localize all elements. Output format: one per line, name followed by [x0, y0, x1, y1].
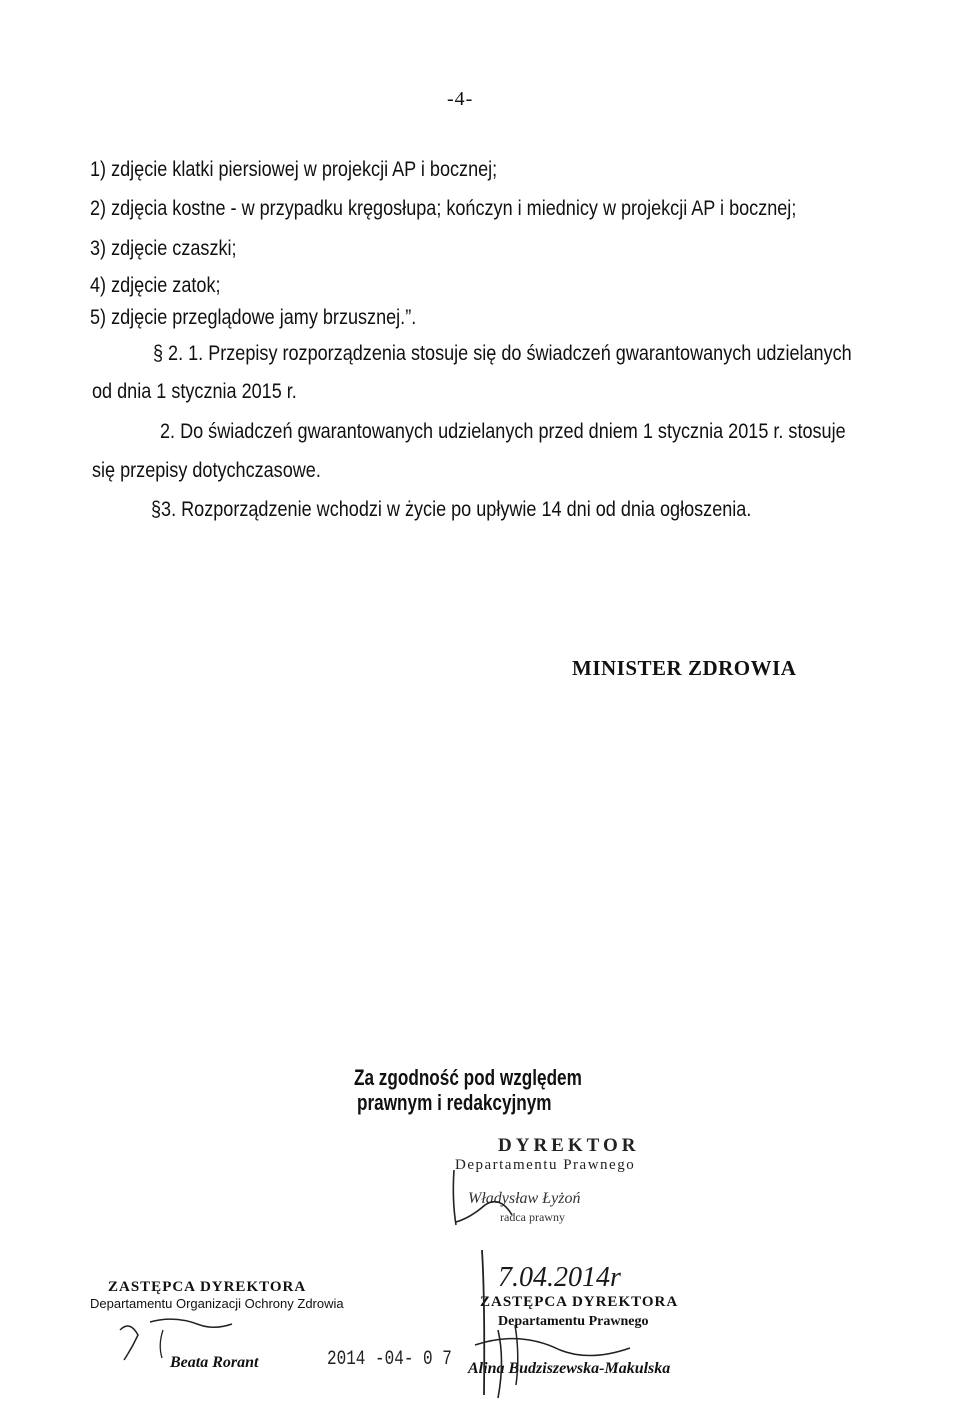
- list-item-2: 2) zdjęcia kostne - w przypadku kręgosłupa; kończyn i miednicy w projekcji AP i bocznej;: [90, 197, 797, 220]
- director-stamp-title: DYREKTOR: [498, 1135, 640, 1156]
- list-item-5: 5) zdjęcie przeglądowe jamy brzusznej.”.: [90, 306, 417, 329]
- minister-title: MINISTER ZDROWIA: [572, 656, 797, 680]
- right-signature-department: Departamentu Prawnego: [498, 1314, 649, 1329]
- right-signature-name: Alina Budziszewska-Makulska: [468, 1360, 671, 1377]
- left-signature-department: Departamentu Organizacji Ochrony Zdrowia: [90, 1296, 344, 1311]
- paragraph-2-2-line1: 2. Do świadczeń gwarantowanych udzielanych przed dniem 1 stycznia 2015 r. stosuje: [160, 420, 846, 443]
- paragraph-3: §3. Rozporządzenie wchodzi w życie po upływie 14 dni od dnia ogłoszenia.: [151, 498, 752, 521]
- paragraph-2-1-line1: § 2. 1. Przepisy rozporządzenia stosuje się do świadczeń gwarantowanych udzielanych: [153, 342, 852, 365]
- left-signature-name: Beata Rorant: [170, 1354, 259, 1371]
- page-number: -4-: [447, 88, 474, 110]
- right-signature-title: ZASTĘPCA DYREKTORA: [480, 1294, 679, 1310]
- left-signature-title: ZASTĘPCA DYREKTORA: [108, 1279, 307, 1295]
- conformity-stamp-line2: prawnym i redakcyjnym: [357, 1090, 552, 1115]
- list-item-4: 4) zdjęcie zatok;: [90, 274, 221, 297]
- conformity-stamp-line1: Za zgodność pod względem: [354, 1065, 582, 1090]
- director-stamp-department: Departamentu Prawnego: [455, 1157, 636, 1173]
- list-item-3: 3) zdjęcie czaszki;: [90, 237, 237, 260]
- list-item-1: 1) zdjęcie klatki piersiowej w projekcji AP i bocznej;: [90, 158, 498, 181]
- paragraph-2-2-line2: się przepisy dotychczasowe.: [92, 459, 321, 482]
- paragraph-2-1-line2: od dnia 1 stycznia 2015 r.: [92, 380, 297, 403]
- handwritten-date: 7.04.2014r: [498, 1262, 621, 1293]
- received-date-stamp: 2014 -04- 0 7: [327, 1348, 452, 1371]
- director-stamp-role: radca prawny: [500, 1210, 565, 1224]
- director-stamp-name: Władysław Łyżoń: [468, 1190, 581, 1207]
